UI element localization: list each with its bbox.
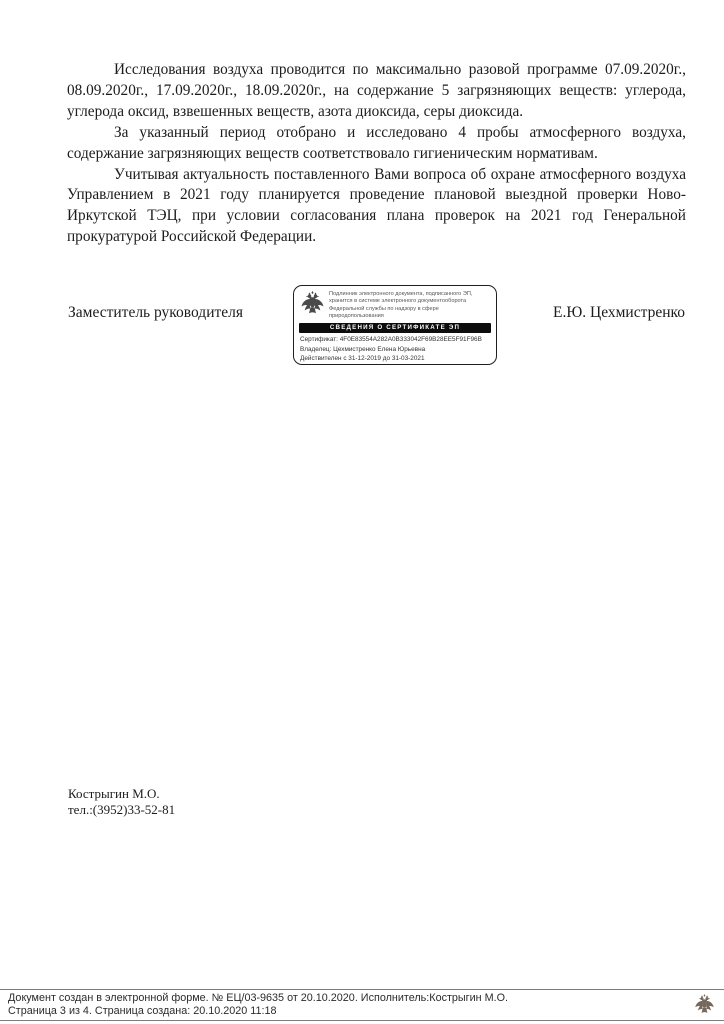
owner-label: Владелец: bbox=[300, 345, 332, 353]
stamp-header-text: Подлинник электронного документа, подписанного ЭП, хранится в системе электронного документооборота Федеральной службы по надзору в сфере природопользования bbox=[329, 291, 473, 320]
letter-body bbox=[67, 60, 686, 248]
paragraph-samples: За указанный период отобрано и исследовано 4 пробы атмосферного воздуха, содержание загрязняющих веществ соответствовало гигиеническим нормативам. bbox=[67, 123, 686, 162]
footer-doc-info: Документ создан в электронной форме. № ЕЦ/03-9635 от 20.10.2020. Исполнитель:Кострыгин М.О. bbox=[8, 992, 508, 1004]
certificate-number-row bbox=[300, 335, 490, 345]
footer-bar bbox=[0, 989, 724, 1021]
electronic-signature-stamp bbox=[293, 285, 497, 365]
executor-contact-block bbox=[68, 786, 175, 817]
paragraph-air-research: Исследования воздуха проводится по максимально разовой программе 07.09.2020г., 08.09.2020г., 17.09.2020г., 18.09.2020г., на содержание 5 загрязняющих веществ: углерода, углерода оксид, взвешенных веществ, азота диоксида, серы диоксида. bbox=[67, 61, 686, 120]
double-headed-eagle-icon bbox=[694, 993, 715, 1018]
footer-text bbox=[0, 990, 724, 1017]
executor-name: Кострыгин М.О. bbox=[68, 786, 160, 801]
footer-page-info: Страница 3 из 4. Страница создана: 20.10.2020 11:18 bbox=[8, 1004, 277, 1017]
paragraph-inspection-plan: Учитывая актуальность поставленного Вами вопроса об охране атмосферного воздуха Управлением в 2021 году планируется проведение плановой выездной проверки Ново-Иркутской ТЭЦ, при условии согласования плана проверок на 2021 год Генеральной прокуратурой Российской Федерации. bbox=[67, 165, 686, 246]
certificate-info-title: СВЕДЕНИЯ О СЕРТИФИКАТЕ ЭП bbox=[299, 323, 491, 333]
signatory-position: Заместитель руководителя bbox=[68, 304, 244, 321]
certificate-label: Сертификат: bbox=[300, 336, 338, 343]
stamp-header bbox=[294, 286, 496, 322]
owner-value: Цехмистренко Елена Юрьевна bbox=[333, 345, 426, 353]
double-headed-eagle-icon bbox=[300, 290, 325, 319]
executor-phone: тел.:(3952)33-52-81 bbox=[68, 801, 176, 817]
certificate-validity-row: Действителен с 31-12-2019 до 31-03-2021 bbox=[300, 355, 425, 363]
signatory-name: Е.Ю. Цехмистренко bbox=[552, 304, 685, 321]
certificate-owner-row bbox=[300, 345, 490, 355]
certificate-details bbox=[294, 333, 496, 364]
certificate-value: 4F0E83554A282A0B333042F69B28EE5F91F96B bbox=[339, 336, 482, 343]
